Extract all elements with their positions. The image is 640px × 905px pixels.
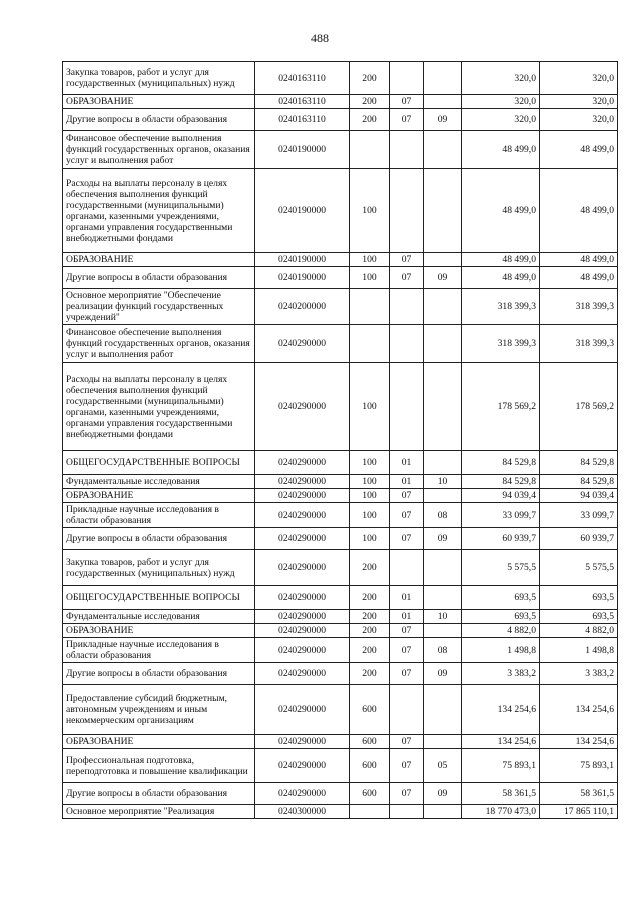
row-name-cell: Закупка товаров, работ и услуг для государственных (муниципальных) нужд bbox=[63, 550, 255, 586]
expense-type-cell: 100 bbox=[350, 489, 390, 503]
sum-year2-cell: 94 039,4 bbox=[540, 489, 618, 503]
row-name-cell: ОБРАЗОВАНИЕ bbox=[63, 735, 255, 749]
expense-type-cell: 100 bbox=[350, 451, 390, 475]
row-name-cell: Другие вопросы в области образования bbox=[63, 109, 255, 131]
sum-year1-cell: 1 498,8 bbox=[462, 638, 540, 663]
sum-year1-cell: 48 499,0 bbox=[462, 267, 540, 289]
sum-year2-cell: 318 399,3 bbox=[540, 325, 618, 363]
target-code-cell: 0240290000 bbox=[255, 638, 350, 663]
table-row bbox=[63, 749, 618, 783]
row-name-cell: Финансовое обеспечение выполнения функций государственных органов, оказания услуг и выполнения работ bbox=[63, 131, 255, 169]
subsection-cell bbox=[424, 95, 462, 109]
subsection-cell: 09 bbox=[424, 267, 462, 289]
table-row bbox=[63, 451, 618, 475]
expense-type-cell bbox=[350, 325, 390, 363]
subsection-cell: 09 bbox=[424, 528, 462, 550]
table-row bbox=[63, 610, 618, 624]
target-code-cell: 0240200000 bbox=[255, 289, 350, 325]
table-row bbox=[63, 109, 618, 131]
sum-year2-cell: 318 399,3 bbox=[540, 289, 618, 325]
subsection-cell bbox=[424, 363, 462, 451]
row-name-cell: Прикладные научные исследования в области образования bbox=[63, 503, 255, 528]
expense-type-cell bbox=[350, 131, 390, 169]
target-code-cell: 0240290000 bbox=[255, 663, 350, 685]
sum-year1-cell: 693,5 bbox=[462, 610, 540, 624]
subsection-cell: 08 bbox=[424, 503, 462, 528]
sum-year1-cell: 134 254,6 bbox=[462, 685, 540, 735]
expense-type-cell: 600 bbox=[350, 685, 390, 735]
sum-year1-cell: 318 399,3 bbox=[462, 289, 540, 325]
sum-year1-cell: 320,0 bbox=[462, 109, 540, 131]
page-number: 488 bbox=[311, 31, 329, 45]
subsection-cell: 10 bbox=[424, 475, 462, 489]
section-cell: 07 bbox=[390, 528, 424, 550]
row-name-cell: ОБРАЗОВАНИЕ bbox=[63, 95, 255, 109]
section-cell: 01 bbox=[390, 586, 424, 610]
sum-year1-cell: 178 569,2 bbox=[462, 363, 540, 451]
expense-type-cell: 200 bbox=[350, 624, 390, 638]
sum-year2-cell: 320,0 bbox=[540, 95, 618, 109]
row-name-cell: ОБРАЗОВАНИЕ bbox=[63, 489, 255, 503]
sum-year2-cell: 48 499,0 bbox=[540, 169, 618, 253]
subsection-cell bbox=[424, 489, 462, 503]
expense-type-cell: 100 bbox=[350, 253, 390, 267]
sum-year1-cell: 58 361,5 bbox=[462, 783, 540, 805]
subsection-cell bbox=[424, 685, 462, 735]
table-row bbox=[63, 735, 618, 749]
sum-year1-cell: 84 529,8 bbox=[462, 451, 540, 475]
subsection-cell bbox=[424, 550, 462, 586]
row-name-cell: ОБЩЕГОСУДАРСТВЕННЫЕ ВОПРОСЫ bbox=[63, 586, 255, 610]
subsection-cell: 09 bbox=[424, 109, 462, 131]
row-name-cell: ОБРАЗОВАНИЕ bbox=[63, 624, 255, 638]
subsection-cell: 09 bbox=[424, 783, 462, 805]
expense-type-cell: 200 bbox=[350, 550, 390, 586]
sum-year2-cell: 178 569,2 bbox=[540, 363, 618, 451]
row-name-cell: ОБРАЗОВАНИЕ bbox=[63, 253, 255, 267]
expense-type-cell: 200 bbox=[350, 95, 390, 109]
sum-year2-cell: 48 499,0 bbox=[540, 131, 618, 169]
target-code-cell: 0240163110 bbox=[255, 109, 350, 131]
row-name-cell: Закупка товаров, работ и услуг для государственных (муниципальных) нужд bbox=[63, 62, 255, 95]
sum-year2-cell: 33 099,7 bbox=[540, 503, 618, 528]
sum-year2-cell: 48 499,0 bbox=[540, 267, 618, 289]
section-cell bbox=[390, 325, 424, 363]
target-code-cell: 0240290000 bbox=[255, 685, 350, 735]
sum-year2-cell: 320,0 bbox=[540, 62, 618, 95]
sum-year1-cell: 48 499,0 bbox=[462, 253, 540, 267]
sum-year1-cell: 318 399,3 bbox=[462, 325, 540, 363]
sum-year1-cell: 320,0 bbox=[462, 95, 540, 109]
target-code-cell: 0240290000 bbox=[255, 475, 350, 489]
expense-type-cell: 200 bbox=[350, 663, 390, 685]
budget-table bbox=[62, 61, 618, 819]
subsection-cell bbox=[424, 62, 462, 95]
sum-year2-cell: 693,5 bbox=[540, 586, 618, 610]
target-code-cell: 0240290000 bbox=[255, 363, 350, 451]
sum-year2-cell: 134 254,6 bbox=[540, 735, 618, 749]
sum-year1-cell: 18 770 473,0 bbox=[462, 805, 540, 819]
sum-year1-cell: 3 383,2 bbox=[462, 663, 540, 685]
subsection-cell bbox=[424, 169, 462, 253]
target-code-cell: 0240190000 bbox=[255, 253, 350, 267]
expense-type-cell: 200 bbox=[350, 109, 390, 131]
row-name-cell: Расходы на выплаты персоналу в целях обеспечения выполнения функций государственными (муниципальными) органами, казенными учреждениями, органами управления государственными внебюджетными фондами bbox=[63, 169, 255, 253]
table-row bbox=[63, 638, 618, 663]
sum-year2-cell: 1 498,8 bbox=[540, 638, 618, 663]
target-code-cell: 0240290000 bbox=[255, 749, 350, 783]
section-cell: 01 bbox=[390, 451, 424, 475]
section-cell bbox=[390, 131, 424, 169]
section-cell bbox=[390, 685, 424, 735]
table-row bbox=[63, 62, 618, 95]
target-code-cell: 0240190000 bbox=[255, 169, 350, 253]
row-name-cell: Основное мероприятие "Обеспечение реализации функций государственных учреждений" bbox=[63, 289, 255, 325]
sum-year1-cell: 4 882,0 bbox=[462, 624, 540, 638]
section-cell: 07 bbox=[390, 638, 424, 663]
table-row bbox=[63, 783, 618, 805]
sum-year2-cell: 134 254,6 bbox=[540, 685, 618, 735]
sum-year1-cell: 48 499,0 bbox=[462, 131, 540, 169]
expense-type-cell: 100 bbox=[350, 528, 390, 550]
sum-year2-cell: 75 893,1 bbox=[540, 749, 618, 783]
row-name-cell: Расходы на выплаты персоналу в целях обеспечения выполнения функций государственными (муниципальными) органами, казенными учреждениями, органами управления государственными внебюджетными фондами bbox=[63, 363, 255, 451]
row-name-cell: Другие вопросы в области образования bbox=[63, 267, 255, 289]
expense-type-cell: 100 bbox=[350, 169, 390, 253]
target-code-cell: 0240190000 bbox=[255, 131, 350, 169]
subsection-cell bbox=[424, 735, 462, 749]
section-cell: 07 bbox=[390, 749, 424, 783]
section-cell bbox=[390, 289, 424, 325]
target-code-cell: 0240163110 bbox=[255, 95, 350, 109]
section-cell bbox=[390, 363, 424, 451]
sum-year1-cell: 134 254,6 bbox=[462, 735, 540, 749]
target-code-cell: 0240290000 bbox=[255, 451, 350, 475]
target-code-cell: 0240290000 bbox=[255, 503, 350, 528]
sum-year1-cell: 693,5 bbox=[462, 586, 540, 610]
sum-year1-cell: 33 099,7 bbox=[462, 503, 540, 528]
expense-type-cell: 200 bbox=[350, 62, 390, 95]
sum-year2-cell: 320,0 bbox=[540, 109, 618, 131]
target-code-cell: 0240290000 bbox=[255, 624, 350, 638]
expense-type-cell: 200 bbox=[350, 610, 390, 624]
subsection-cell: 10 bbox=[424, 610, 462, 624]
section-cell: 07 bbox=[390, 109, 424, 131]
target-code-cell: 0240290000 bbox=[255, 586, 350, 610]
row-name-cell: Другие вопросы в области образования bbox=[63, 783, 255, 805]
expense-type-cell: 600 bbox=[350, 783, 390, 805]
section-cell: 07 bbox=[390, 95, 424, 109]
subsection-cell bbox=[424, 624, 462, 638]
table-row bbox=[63, 550, 618, 586]
expense-type-cell: 100 bbox=[350, 475, 390, 489]
table-row bbox=[63, 289, 618, 325]
row-name-cell: Прикладные научные исследования в области образования bbox=[63, 638, 255, 663]
section-cell: 07 bbox=[390, 663, 424, 685]
table-row bbox=[63, 363, 618, 451]
row-name-cell: Другие вопросы в области образования bbox=[63, 528, 255, 550]
row-name-cell: Предоставление субсидий бюджетным, автономным учреждениям и иным некоммерческим организациям bbox=[63, 685, 255, 735]
target-code-cell: 0240290000 bbox=[255, 735, 350, 749]
section-cell bbox=[390, 169, 424, 253]
target-code-cell: 0240290000 bbox=[255, 325, 350, 363]
target-code-cell: 0240163110 bbox=[255, 62, 350, 95]
expense-type-cell: 600 bbox=[350, 749, 390, 783]
expense-type-cell bbox=[350, 805, 390, 819]
subsection-cell bbox=[424, 253, 462, 267]
sum-year2-cell: 5 575,5 bbox=[540, 550, 618, 586]
subsection-cell bbox=[424, 586, 462, 610]
row-name-cell: Фундаментальные исследования bbox=[63, 610, 255, 624]
row-name-cell: Фундаментальные исследования bbox=[63, 475, 255, 489]
target-code-cell: 0240290000 bbox=[255, 489, 350, 503]
subsection-cell: 09 bbox=[424, 663, 462, 685]
section-cell: 07 bbox=[390, 735, 424, 749]
sum-year1-cell: 320,0 bbox=[462, 62, 540, 95]
table-body bbox=[63, 62, 618, 819]
row-name-cell: Другие вопросы в области образования bbox=[63, 663, 255, 685]
expense-type-cell: 600 bbox=[350, 735, 390, 749]
target-code-cell: 0240290000 bbox=[255, 610, 350, 624]
sum-year1-cell: 60 939,7 bbox=[462, 528, 540, 550]
section-cell: 07 bbox=[390, 489, 424, 503]
sum-year1-cell: 84 529,8 bbox=[462, 475, 540, 489]
expense-type-cell: 100 bbox=[350, 503, 390, 528]
target-code-cell: 0240290000 bbox=[255, 783, 350, 805]
table-row bbox=[63, 267, 618, 289]
subsection-cell bbox=[424, 805, 462, 819]
row-name-cell: Финансовое обеспечение выполнения функций государственных органов, оказания услуг и выполнения работ bbox=[63, 325, 255, 363]
sum-year2-cell: 84 529,8 bbox=[540, 475, 618, 489]
table-row bbox=[63, 663, 618, 685]
expense-type-cell: 200 bbox=[350, 586, 390, 610]
subsection-cell: 08 bbox=[424, 638, 462, 663]
table-row bbox=[63, 95, 618, 109]
sum-year1-cell: 75 893,1 bbox=[462, 749, 540, 783]
section-cell: 07 bbox=[390, 253, 424, 267]
section-cell: 01 bbox=[390, 610, 424, 624]
subsection-cell bbox=[424, 325, 462, 363]
sum-year2-cell: 60 939,7 bbox=[540, 528, 618, 550]
table-row bbox=[63, 131, 618, 169]
sum-year2-cell: 48 499,0 bbox=[540, 253, 618, 267]
section-cell bbox=[390, 62, 424, 95]
section-cell: 07 bbox=[390, 267, 424, 289]
target-code-cell: 0240190000 bbox=[255, 267, 350, 289]
sum-year2-cell: 693,5 bbox=[540, 610, 618, 624]
row-name-cell: Основное мероприятие "Реализация bbox=[63, 805, 255, 819]
table-row bbox=[63, 503, 618, 528]
table-row bbox=[63, 325, 618, 363]
target-code-cell: 0240300000 bbox=[255, 805, 350, 819]
table-row bbox=[63, 528, 618, 550]
table-row bbox=[63, 489, 618, 503]
section-cell bbox=[390, 550, 424, 586]
subsection-cell bbox=[424, 289, 462, 325]
sum-year1-cell: 94 039,4 bbox=[462, 489, 540, 503]
sum-year2-cell: 84 529,8 bbox=[540, 451, 618, 475]
sum-year1-cell: 5 575,5 bbox=[462, 550, 540, 586]
section-cell: 07 bbox=[390, 783, 424, 805]
subsection-cell bbox=[424, 451, 462, 475]
row-name-cell: ОБЩЕГОСУДАРСТВЕННЫЕ ВОПРОСЫ bbox=[63, 451, 255, 475]
table-row bbox=[63, 586, 618, 610]
target-code-cell: 0240290000 bbox=[255, 528, 350, 550]
sum-year2-cell: 4 882,0 bbox=[540, 624, 618, 638]
row-name-cell: Профессиональная подготовка, переподготовка и повышение квалификации bbox=[63, 749, 255, 783]
table-row bbox=[63, 253, 618, 267]
target-code-cell: 0240290000 bbox=[255, 550, 350, 586]
section-cell: 01 bbox=[390, 475, 424, 489]
table-row bbox=[63, 624, 618, 638]
table-row bbox=[63, 805, 618, 819]
expense-type-cell: 100 bbox=[350, 363, 390, 451]
table-row bbox=[63, 685, 618, 735]
section-cell bbox=[390, 805, 424, 819]
sum-year2-cell: 3 383,2 bbox=[540, 663, 618, 685]
table-row bbox=[63, 169, 618, 253]
subsection-cell: 05 bbox=[424, 749, 462, 783]
sum-year1-cell: 48 499,0 bbox=[462, 169, 540, 253]
expense-type-cell bbox=[350, 289, 390, 325]
expense-type-cell: 100 bbox=[350, 267, 390, 289]
expense-type-cell: 200 bbox=[350, 638, 390, 663]
sum-year2-cell: 58 361,5 bbox=[540, 783, 618, 805]
table-row bbox=[63, 475, 618, 489]
section-cell: 07 bbox=[390, 624, 424, 638]
sum-year2-cell: 17 865 110,1 bbox=[540, 805, 618, 819]
subsection-cell bbox=[424, 131, 462, 169]
section-cell: 07 bbox=[390, 503, 424, 528]
